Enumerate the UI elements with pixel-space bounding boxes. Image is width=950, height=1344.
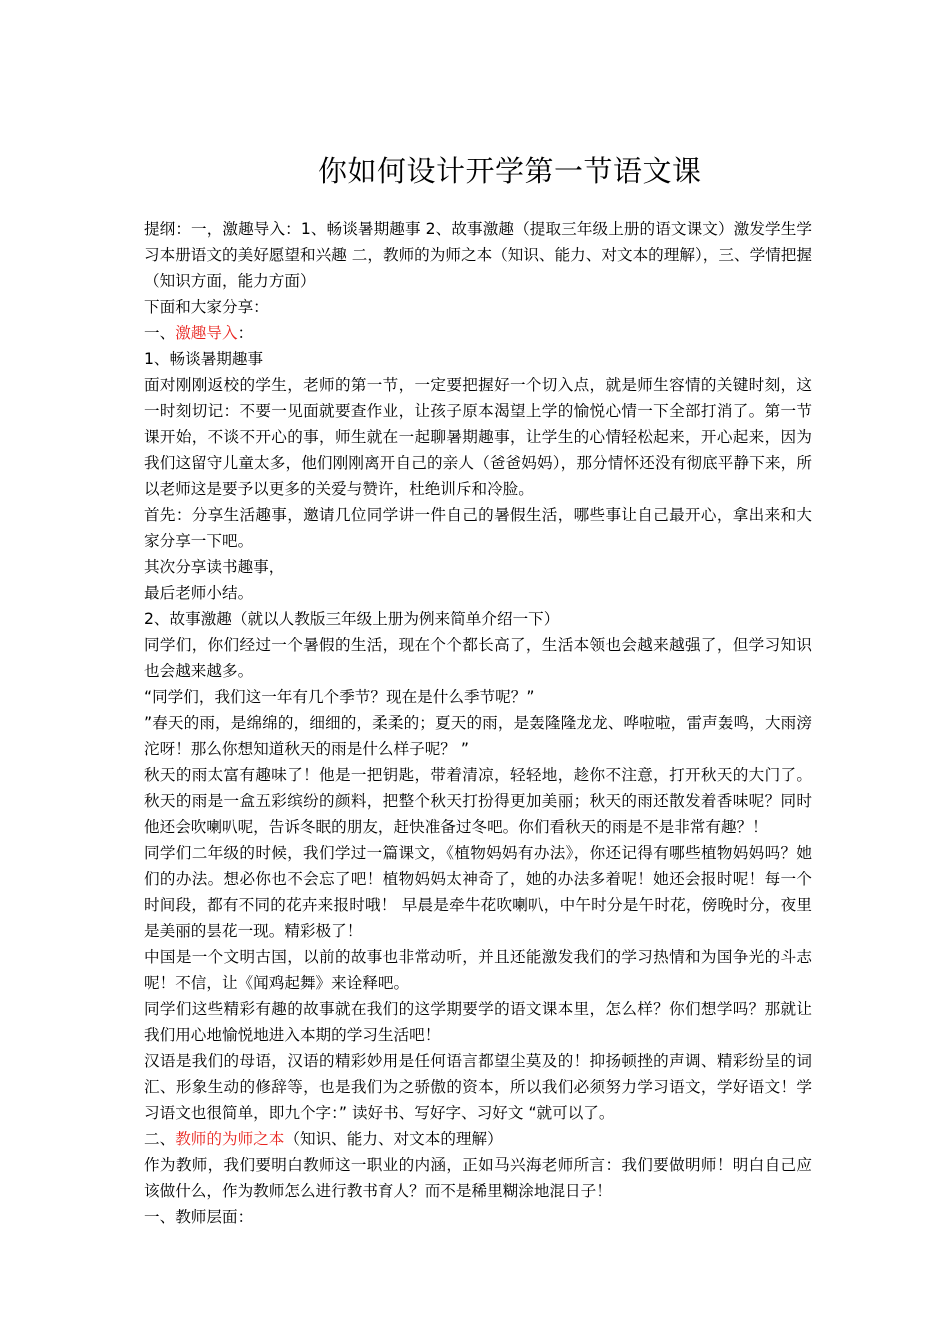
outline-paragraph: 提纲：一，激趣导入：1、畅谈暑期趣事 2、故事激趣（提取三年级上册的语文课文）激发学生学习本册语文的美好愿望和兴趣 二，教师的为师之本（知识、能力、对文本的理解），三、学情把握 （知识方面，能力方面）: [144, 220, 812, 290]
section-title-highlight: 激趣导入: [175, 324, 238, 342]
document-body: [144, 216, 812, 1230]
body-paragraph: 中国是一个文明古国，以前的故事也非常动听，并且还能激发我们的学习热情和为国争光的斗志呢！不信，让《闻鸡起舞》来诠释吧。: [144, 948, 812, 992]
document-title: 你如何设计开学第一节语文课: [318, 154, 702, 189]
body-paragraph: 其次分享读书趣事，: [144, 558, 285, 576]
body-paragraph: 同学们这些精彩有趣的故事就在我们的这学期要学的语文课本里，怎么样？你们想学吗？那就让我们用心地愉悦地进入本期的学习生活吧！: [144, 1000, 812, 1044]
body-paragraph: 同学们，你们经过一个暑假的生活，现在个个都长高了，生活本领也会越来越强了，但学习知识也会越来越多。: [144, 636, 812, 680]
subheading-1-1: 1、畅谈暑期趣事: [144, 350, 264, 368]
body-paragraph: 首先：分享生活趣事，邀请几位同学讲一件自己的暑假生活，哪些事让自己最开心，拿出来和大家分享一下吧。: [144, 506, 812, 550]
section-title-suffix: （知识、能力、对文本的理解）: [284, 1130, 503, 1148]
body-paragraph: 作为教师，我们要明白教师这一职业的内涵，正如马兴海老师所言：我们要做明师！明白自己应该做什么，作为教师怎么进行教书育人？而不是稀里糊涂地混日子！: [144, 1156, 812, 1200]
body-paragraph: 面对刚刚返校的学生，老师的第一节，一定要把握好一个切入点，就是师生容情的关键时刻，这一时刻切记：不要一见面就要查作业，让孩子原本渴望上学的愉悦心情一下全部打消了。第一节课开始，不谈不开心的事，师生就在一起聊暑期趣事，让学生的心情轻松起来，开心起来，因为我们这留守儿童太多，他们刚刚离开自己的亲人（爸爸妈妈），那分情怀还没有彻底平静下来，所以老师这是要予以更多的关爱与赞许，杜绝训斥和冷脸。: [144, 376, 812, 498]
share-intro: 下面和大家分享：: [144, 298, 269, 316]
section-title-highlight: 教师的为师之本: [175, 1130, 285, 1148]
body-paragraph: “同学们，我们这一年有几个季节？现在是什么季节呢？”: [144, 688, 535, 706]
body-paragraph: 秋天的雨太富有趣味了！他是一把钥匙，带着清凉，轻轻地，趁你不注意，打开秋天的大门了。秋天的雨是一盒五彩缤纷的颜料，把整个秋天打扮得更加美丽；秋天的雨还散发着香味呢？同时他还会吹喇叭呢，告诉冬眠的朋友，赶快准备过冬吧。你们看秋天的雨是不是非常有趣？！: [144, 766, 812, 836]
section-title-suffix: ：: [237, 324, 254, 342]
body-paragraph: 同学们二年级的时候，我们学过一篇课文，《植物妈妈有办法》，你还记得有哪些植物妈妈吗？她们的办法。想必你也不会忘了吧！植物妈妈太神奇了，她的办法多着呢！她还会报时呢！每一个时间段，都有不同的花卉来报时哦！ 早晨是牵牛花吹喇叭，中午时分是午时花，傍晚时分，夜里是美丽的昙花一现。精彩极了！: [144, 844, 812, 940]
subheading-1-2: 2、故事激趣（就以人教版三年级上册为例来简单介绍一下）: [144, 610, 560, 628]
subheading-2-1: 一、教师层面：: [144, 1208, 254, 1226]
body-paragraph: 最后老师小结。: [144, 584, 254, 602]
section-number: 二、: [144, 1130, 176, 1148]
section-heading-1: [144, 320, 812, 346]
body-paragraph: 汉语是我们的母语，汉语的精彩妙用是任何语言都望尘莫及的！抑扬顿挫的声调、精彩纷呈的词汇、形象生动的修辞等，也是我们为之骄傲的资本，所以我们必须努力学习语文，学好语文！学习语文也很简单，即九个字：” 读好书、写好字、习好文 “就可以了。: [144, 1052, 812, 1122]
body-paragraph: ”春天的雨，是绵绵的，细细的，柔柔的；夏天的雨，是轰隆隆龙龙、哗啦啦，雷声轰鸣，大雨滂沱呀！那么你想知道秋天的雨是什么样子呢？ ”: [144, 714, 812, 758]
section-heading-2: [144, 1126, 812, 1152]
section-number: 一、: [144, 324, 176, 342]
